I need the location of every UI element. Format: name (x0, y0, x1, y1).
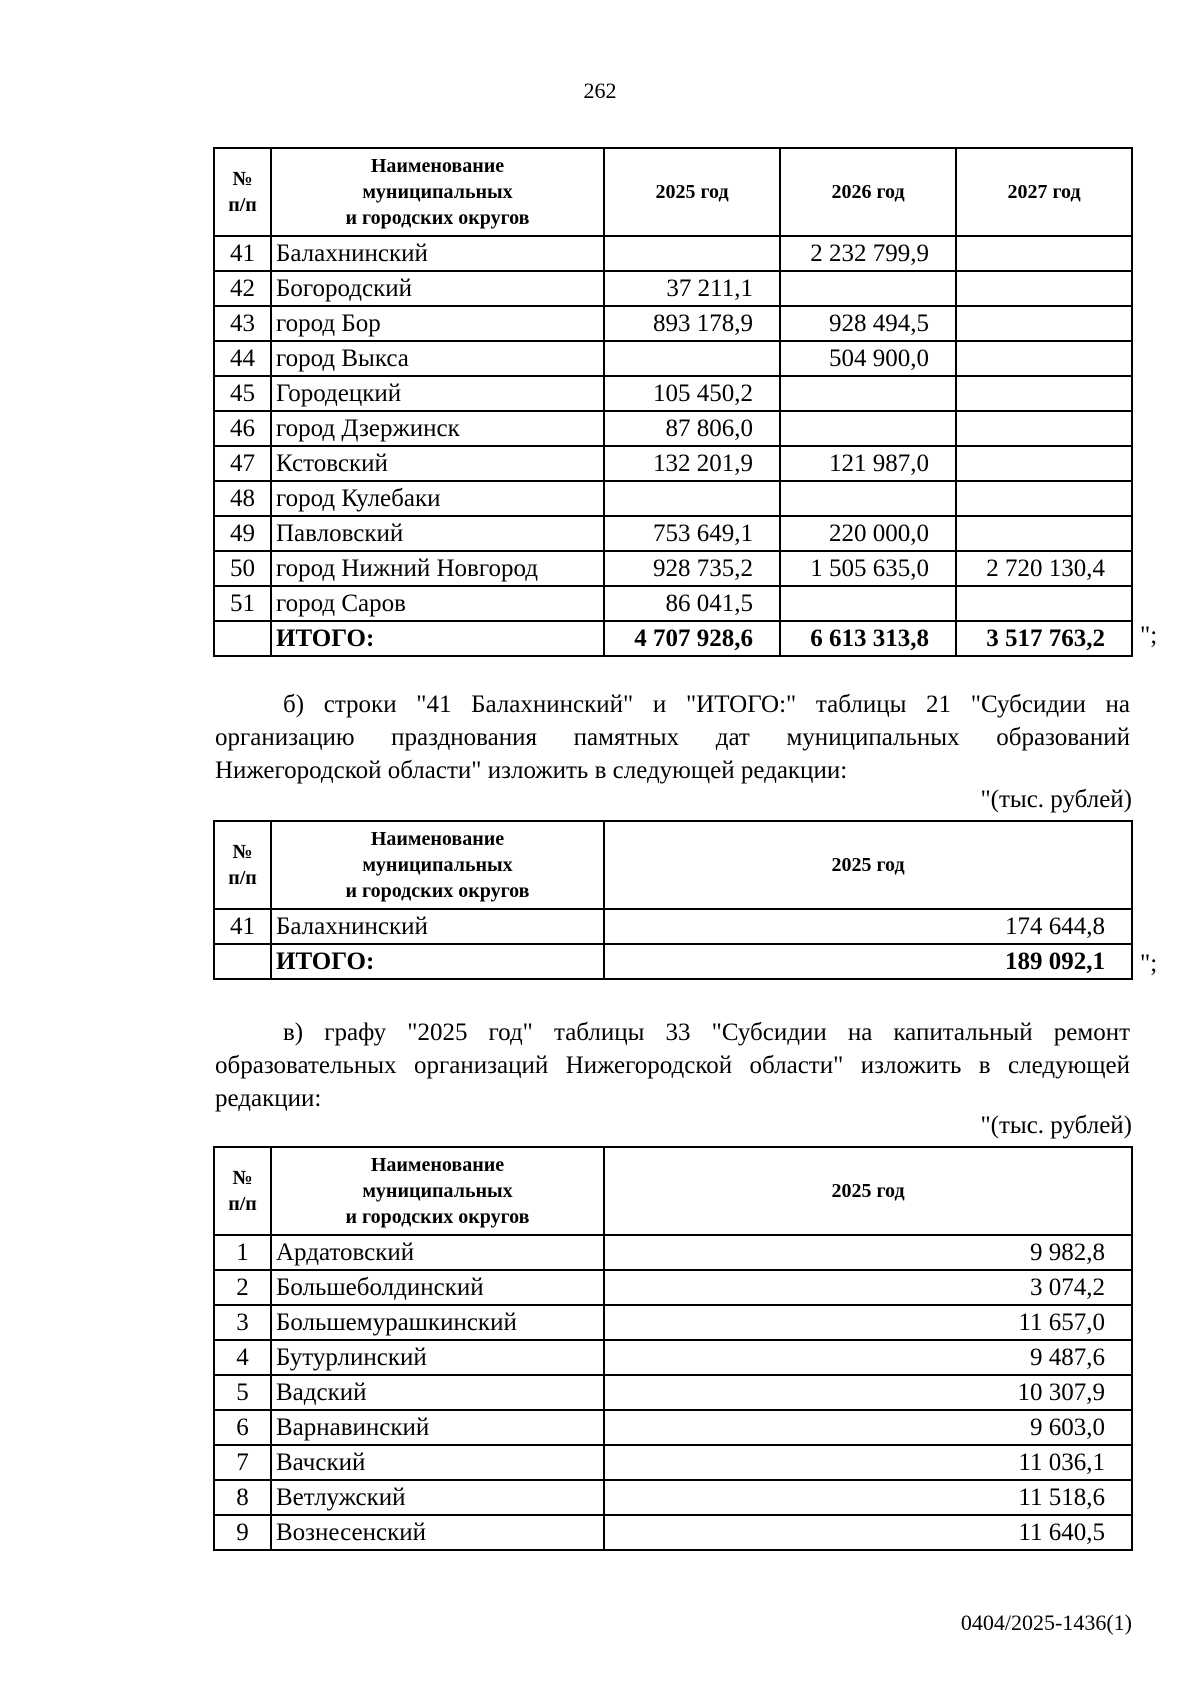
value-2027 (956, 446, 1132, 481)
value-2026 (780, 411, 956, 446)
header-num: № п/п (214, 1147, 271, 1235)
district-name: Вадский (271, 1375, 604, 1410)
paragraph-b: б) строки "41 Балахнинский" и "ИТОГО:" таблицы 21 "Субсидии на организацию празднования памятных дат муниципальных образований Нижегородской области" изложить в следующей редакции: (215, 691, 1130, 784)
paragraph-c: в) графу "2025 год" таблицы 33 "Субсидии на капитальный ремонт образовательных организаций Нижегородской области" изложить в следующей редакции: (215, 1019, 1130, 1112)
value-2025: 9 603,0 (604, 1410, 1132, 1445)
row-number: 8 (214, 1480, 271, 1515)
row-number: 7 (214, 1445, 271, 1480)
value-2025 (604, 236, 780, 271)
table-row (214, 1340, 1132, 1375)
value-2025: 11 036,1 (604, 1445, 1132, 1480)
table-row (214, 1445, 1132, 1480)
value-2027 (956, 271, 1132, 306)
total-2025: 189 092,1 (604, 944, 1132, 979)
table1-closing-quote: "; (1140, 622, 1158, 649)
table-row (214, 1480, 1132, 1515)
value-2025 (604, 341, 780, 376)
header-2026: 2026 год (780, 148, 956, 236)
district-name: Большемурашкинский (271, 1305, 604, 1340)
table-row (214, 1305, 1132, 1340)
district-name: город Выкса (271, 341, 604, 376)
district-name: Ардатовский (271, 1235, 604, 1270)
table-33-capital-repair (213, 1146, 1133, 1551)
district-name: город Кулебаки (271, 481, 604, 516)
district-name: Бутурлинский (271, 1340, 604, 1375)
district-name: Ветлужский (271, 1480, 604, 1515)
district-name: город Дзержинск (271, 411, 604, 446)
row-number: 42 (214, 271, 271, 306)
table-row (214, 376, 1132, 411)
header-2025: 2025 год (604, 148, 780, 236)
total-label: ИТОГО: (271, 621, 604, 656)
value-2026: 121 987,0 (780, 446, 956, 481)
unit-label-c: "(тыс. рублей) (980, 1112, 1132, 1139)
row-number: 6 (214, 1410, 271, 1445)
row-number: 43 (214, 306, 271, 341)
value-2026: 220 000,0 (780, 516, 956, 551)
value-2027 (956, 411, 1132, 446)
value-2026: 504 900,0 (780, 341, 956, 376)
value-2025: 10 307,9 (604, 1375, 1132, 1410)
district-name: Варнавинский (271, 1410, 604, 1445)
row-number (214, 621, 271, 656)
value-2026 (780, 481, 956, 516)
district-name: Большеболдинский (271, 1270, 604, 1305)
district-name: Вачский (271, 1445, 604, 1480)
value-2027 (956, 516, 1132, 551)
value-2025: 105 450,2 (604, 376, 780, 411)
header-name: Наименование муниципальных и городских округов (271, 148, 604, 236)
table-row (214, 516, 1132, 551)
row-number: 47 (214, 446, 271, 481)
value-2026: 928 494,5 (780, 306, 956, 341)
total-2026: 6 613 313,8 (780, 621, 956, 656)
total-label: ИТОГО: (271, 944, 604, 979)
value-2025: 86 041,5 (604, 586, 780, 621)
value-2025: 37 211,1 (604, 271, 780, 306)
district-name: Кстовский (271, 446, 604, 481)
district-name: Вознесенский (271, 1515, 604, 1550)
header-num: № п/п (214, 821, 271, 909)
value-2027 (956, 306, 1132, 341)
row-number: 5 (214, 1375, 271, 1410)
header-name: Наименование муниципальных и городских округов (271, 1147, 604, 1235)
district-name: Балахнинский (271, 909, 604, 944)
table-row (214, 1515, 1132, 1550)
row-number: 3 (214, 1305, 271, 1340)
table-row (214, 236, 1132, 271)
value-2027 (956, 236, 1132, 271)
table-row (214, 1235, 1132, 1270)
header-num: № п/п (214, 148, 271, 236)
value-2025: 753 649,1 (604, 516, 780, 551)
table-row (214, 1410, 1132, 1445)
district-name: Богородский (271, 271, 604, 306)
value-2025: 3 074,2 (604, 1270, 1132, 1305)
value-2026 (780, 376, 956, 411)
header-name: Наименование муниципальных и городских округов (271, 821, 604, 909)
value-2026: 1 505 635,0 (780, 551, 956, 586)
table-row (214, 411, 1132, 446)
table-row (214, 271, 1132, 306)
district-name: Павловский (271, 516, 604, 551)
table-row (214, 551, 1132, 586)
value-2026 (780, 271, 956, 306)
value-2027 (956, 481, 1132, 516)
table-subsidies-2025-2027 (213, 147, 1133, 657)
table-row (214, 586, 1132, 621)
value-2026: 2 232 799,9 (780, 236, 956, 271)
district-name: Балахнинский (271, 236, 604, 271)
row-number: 49 (214, 516, 271, 551)
value-2025: 928 735,2 (604, 551, 780, 586)
header-2025: 2025 год (604, 821, 1132, 909)
total-2027: 3 517 763,2 (956, 621, 1132, 656)
row-number: 51 (214, 586, 271, 621)
value-2026 (780, 586, 956, 621)
value-2025: 87 806,0 (604, 411, 780, 446)
value-2025: 9 487,6 (604, 1340, 1132, 1375)
row-number: 2 (214, 1270, 271, 1305)
row-number: 41 (214, 236, 271, 271)
value-2025: 11 640,5 (604, 1515, 1132, 1550)
value-2027 (956, 376, 1132, 411)
header-2025: 2025 год (604, 1147, 1132, 1235)
value-2025: 11 657,0 (604, 1305, 1132, 1340)
table-row (214, 1375, 1132, 1410)
page-number: 262 (583, 78, 617, 103)
row-number: 50 (214, 551, 271, 586)
row-number: 48 (214, 481, 271, 516)
table2-closing-quote: "; (1140, 950, 1158, 977)
value-2025: 11 518,6 (604, 1480, 1132, 1515)
total-row (214, 944, 1132, 979)
row-number: 1 (214, 1235, 271, 1270)
value-2027 (956, 586, 1132, 621)
row-number: 45 (214, 376, 271, 411)
row-number (214, 944, 271, 979)
unit-label-b: "(тыс. рублей) (980, 786, 1132, 813)
value-2025: 9 982,8 (604, 1235, 1132, 1270)
district-name: Городецкий (271, 376, 604, 411)
table-row (214, 341, 1132, 376)
table-row (214, 306, 1132, 341)
header-2027: 2027 год (956, 148, 1132, 236)
value-2027: 2 720 130,4 (956, 551, 1132, 586)
value-2025 (604, 481, 780, 516)
row-number: 44 (214, 341, 271, 376)
district-name: город Саров (271, 586, 604, 621)
value-2025: 132 201,9 (604, 446, 780, 481)
row-number: 4 (214, 1340, 271, 1375)
total-row (214, 621, 1132, 656)
district-name: город Бор (271, 306, 604, 341)
row-number: 46 (214, 411, 271, 446)
table-21-memorable-dates (213, 820, 1133, 980)
document-code: 0404/2025-1436(1) (960, 1610, 1132, 1635)
row-number: 9 (214, 1515, 271, 1550)
value-2025: 174 644,8 (604, 909, 1132, 944)
table-row (214, 481, 1132, 516)
row-number: 41 (214, 909, 271, 944)
table-row (214, 446, 1132, 481)
district-name: город Нижний Новгород (271, 551, 604, 586)
value-2027 (956, 341, 1132, 376)
table-row (214, 909, 1132, 944)
value-2025: 893 178,9 (604, 306, 780, 341)
total-2025: 4 707 928,6 (604, 621, 780, 656)
table-row (214, 1270, 1132, 1305)
